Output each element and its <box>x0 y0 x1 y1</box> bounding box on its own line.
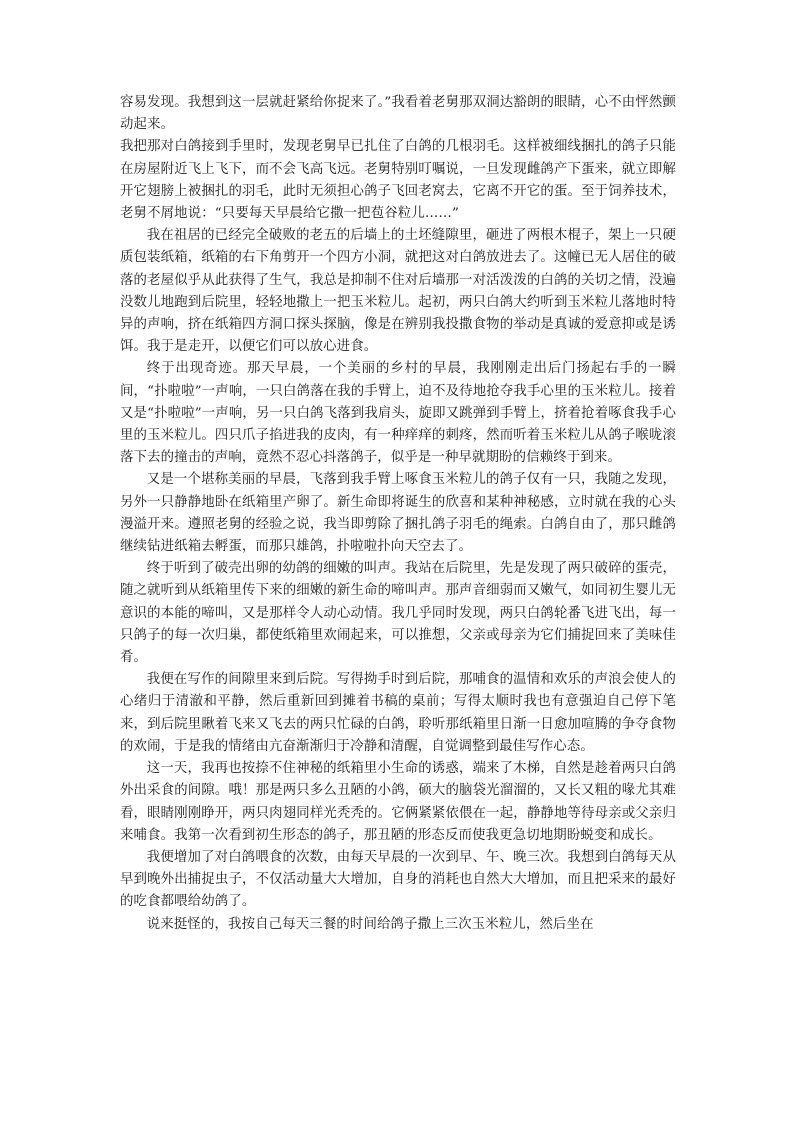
paragraph-8: 这一天，我再也按捺不住神秘的纸箱里小生命的诱惑，端来了木梯，自然是趁着两只白鸽外出采食的间隙。哦！那是两只多么丑陋的小鸽，硕大的脑袋光溜溜的，又长又粗的喙尤其难看，眼睛刚刚睁开，两只肉翅同样光秃秃的。它俩紧紧依偎在一起，静静地等待母亲或父亲归来哺食。我第一次看到初生形态的鸽子，那丑陋的形态反而使我更急切地期盼蜕变和成长。 <box>120 761 676 843</box>
paragraph-2: 我把那对白鸽接到手里时，发现老舅早已扎住了白鸽的几根羽毛。这样被细线捆扎的鸽子只能在房屋附近飞上飞下，而不会飞高飞远。老舅特别叮嘱说，一旦发现雌鸽产下蛋来，就立即解开它翅膀上被捆扎的羽毛，此时无须担心鸽子飞回老窝去，它离不开它的蛋。至于饲养技术，老舅不屑地说：“只要每天早晨给它撒一把苞谷粒儿……” <box>120 139 676 222</box>
paragraph-3: 我在祖居的已经完全破败的老五的后墙上的土坯缝隙里，砸进了两根木棍子，架上一只硬质包装纸箱，纸箱的右下角剪开一个四方小洞，就把这对白鸽放进去了。这幢已无人居住的破落的老屋似乎从此获得了生气，我总是抑制不住对后墙那一对活泼泼的白鸽的关切之情，没遍没数儿地跑到后院里，轻轻地撒上一把玉米粒儿。起初，两只白鸽大约听到玉米粒儿落地时特异的声响，挤在纸箱四方洞口探头探脑，像是在辨别我投撒食物的举动是真诚的爱意抑或是诱饵。我于是走开，以便它们可以放心进食。 <box>120 228 676 355</box>
paragraph-6: 终于听到了破壳出卵的幼鸽的细嫩的叫声。我站在后院里，先是发现了两只破碎的蛋壳，随之就听到从纸箱里传下来的细嫩的新生命的啼叫声。那声音细弱而又嫩气，如同初生婴儿无意识的本能的啼叫，又是那样令人动心动情。我几乎同时发现，两只白鸽轮番飞进飞出，每一只鸽子的每一次归巢，都使纸箱里欢闹起来，可以推想，父亲或母亲为它们捕捉回来了美味佳肴。 <box>120 561 676 666</box>
paragraph-4: 终于出现奇迹。那天早晨，一个美丽的乡村的早晨，我刚刚走出后门扬起右手的一瞬间，“扑啦啦”一声响，一只白鸽落在我的手臂上，迫不及待地抢夺我手心里的玉米粒儿。接着又是“扑啦啦”一声响，另一只白鸽飞落到我肩头，旋即又跳弹到手臂上，挤着抢着啄食我手心里的玉米粒儿。四只爪子掐进我的皮肉，有一种痒痒的刺疼，然而听着玉米粒儿从鸽子喉咙滚落下去的撞击的声响，竟然不忍心抖落鸽子，似乎是一种早就期盼的信赖终于到来。 <box>120 361 676 466</box>
paragraph-5: 又是一个堪称美丽的早晨，飞落到我手臂上啄食玉米粒儿的鸽子仅有一只，我随之发现，另外一只静静地卧在纸箱里产卵了。新生命即将诞生的欣喜和某种神秘感，立时就在我的心头漫溢开来。遵照老舅的经验之说，我当即剪除了捆扎鸽子羽毛的绳索。白鸽自由了，那只雌鸽继续钻进纸箱去孵蛋，而那只雄鸽，扑啦啦扑向天空去了。 <box>120 472 676 555</box>
paragraph-7: 我便在写作的间隙里来到后院。写得拗手时到后院，那哺食的温情和欢乐的声浪会使人的心绪归于清澈和平静，然后重新回到摊着书稿的桌前；写得太顺时我也有意强迫自己停下笔来，到后院里瞅着飞来又飞去的两只忙碌的白鸽，聆听那纸箱里日渐一日愈加喧腾的争夺食物的欢闹，于是我的情绪由亢奋渐渐归于冷静和清醒，自觉调整到最佳写作心态。 <box>120 672 676 754</box>
paragraph-9: 我便增加了对白鸽喂食的次数，由每天早晨的一次到早、午、晚三次。我想到白鸽每天从早到晚外出捕捉虫子，不仅活动量大大增加，自身的消耗也自然大大增加，而且把采来的最好的吃食都喂给幼鸽了。 <box>120 849 676 910</box>
paragraph-1: 容易发现。我想到这一层就赶紧给你捉来了。”我看着老舅那双洞达豁朗的眼睛，心不由怦然颤动起来。 <box>120 95 676 133</box>
paragraph-10: 说来挺怪的，我按自己每天三餐的时间给鸽子撒上三次玉米粒儿，然后坐在 <box>146 916 594 932</box>
essay-body <box>120 92 676 936</box>
